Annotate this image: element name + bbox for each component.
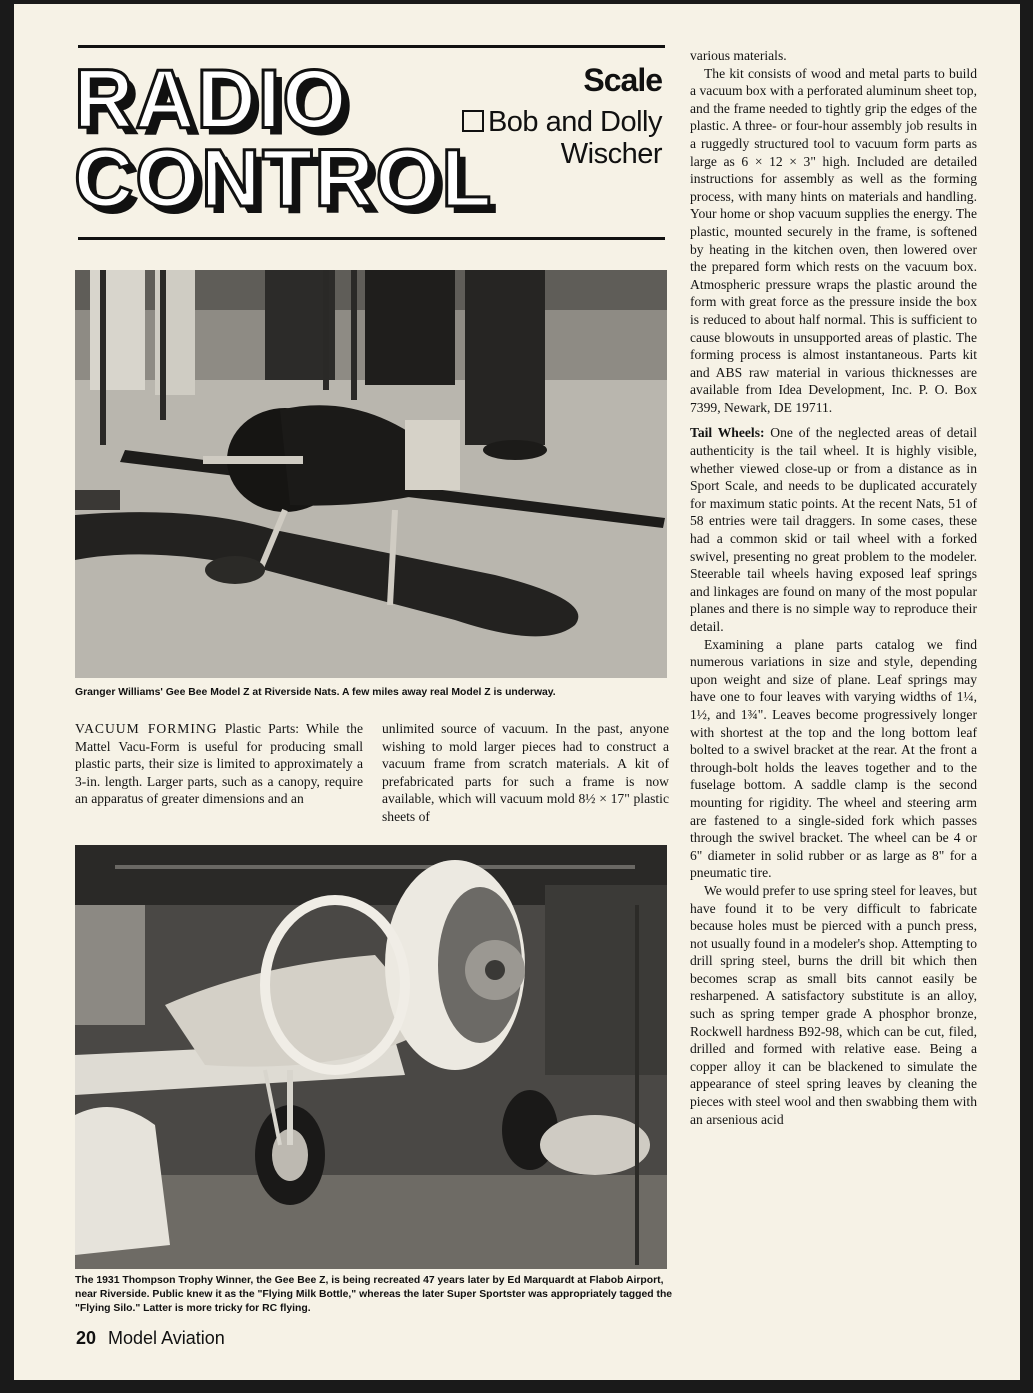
tail-wheels-paragraph-1: [690, 424, 977, 635]
title-radio: RADIO: [74, 52, 349, 146]
photo2-caption: The 1931 Thompson Trophy Winner, the Gee Bee Z, is being recreated 47 years later by Ed Marquardt at Flabob Airport, near Riverside. Public knew it as the "Flying Milk Bottle," whereas the later Super Sportster was appropriately tagged the "Flying Silo." Latter is more tricky for RC flying.: [75, 1275, 673, 1314]
title-control: CONTROL: [74, 133, 494, 224]
header-rule-top: [78, 45, 665, 48]
article-column-3: [690, 47, 977, 1128]
byline: [462, 106, 662, 170]
photo-gee-bee-z-recreation: [75, 845, 667, 1269]
vacuum-heading: VACUUM FORMING: [75, 721, 218, 736]
header-rule-bottom: [78, 237, 665, 240]
photo-gee-bee-model: [75, 270, 667, 678]
page-number: 20: [76, 1328, 97, 1348]
vacuum-paragraph-3: various materials.: [690, 48, 787, 63]
byline-box-glyph: [462, 110, 484, 132]
vacuum-paragraph-4: The kit consists of wood and metal parts to build a vacuum box with a perforated aluminum sheet top, and the frame needed to tightly grip the edges of the plastic. A three- or four-hour assembly job results in a ruggedly structured tool to vacuum form parts as large as 6 × 12 × 3" high. Included are detailed instructions for assembly as well as the forming process, with many hints on materials and handling. Your home or shop vacuum supplies the energy. The plastic, mounted securely in the frame, is softened by heating in the kitchen oven, then lowered over the prepared form which rests on the vacuum box. Atmospheric pressure wraps the plastic around the form with great force as the pressure inside the box is reduced to about half normal. This is sufficient to cause blowouts in unsupported areas of plastic. The forming process is almost instantaneous. Parts kit and ABS raw material in various thicknesses are available from Idea Development, Inc. P. O. Box 7399, Newark, DE 19711.: [690, 65, 977, 415]
vacuum-paragraph-2: unlimited source of vacuum. In the past, anyone wishing to mold larger pieces had to construct a vacuum frame from scratch materials. A kit of prefabricated parts for such a frame is now available, which will vacuum mold 8½ × 17" plastic sheets of: [382, 721, 669, 824]
tail-wheels-heading: Tail Wheels:: [690, 425, 765, 441]
vacuum-paragraph-1: [75, 720, 363, 808]
article-column-1: [75, 720, 363, 808]
article-column-2: [382, 720, 669, 826]
section-kicker: Scale: [583, 62, 662, 98]
magazine-page: [14, 4, 1020, 1380]
tail-wheels-paragraph-2: Examining a plane parts catalog we find numerous variations in size and style, depending upon weight and size of plane. Leaf springs may have one to four leaves with varying widths of 1¼, 1½, and 1¾". Leaves become progressively longer with shortest at the top and the long bottom leaf bolted to a swivel bracket at the rear. At the front a through-bolt holds the leaves together and to the fuselage bottom. A saddle clamp is the second mounting for rigidity. The wheel and steering arm are fastened to a single-sided fork which passes through the swivel bracket. The wheel can be 4 or 6" diameter in solid rubber or as large as 8" for a pneumatic tire.: [690, 636, 977, 881]
byline-line-1: Bob and Dolly: [487, 106, 662, 138]
tail-wheels-paragraph-3: We would prefer to use spring steel for leaves, but have found it to be very difficult to fabricate because holes must be pierced with a punch press, not usually found in a modeler's shop. Attempting to drill spring steel, burns the drill bit which then becomes scrap as small bits cannot easily be resharpened. A satisfactory substitute is an alloy, such as spring temper grade A phosphor bronze, Rockwell hardness B92-98, which can be cut, filed, drilled and formed with relative ease. Being a copper alloy it can be blackened to simulate the appearance of steel spring leaves by cleaning the pieces with steel wool and then swabbing them with an arsenious acid: [690, 882, 977, 1127]
photo1-caption: Granger Williams' Gee Bee Model Z at Riverside Nats. A few miles away real Model Z is underway.: [75, 687, 556, 698]
magazine-name: Model Aviation: [108, 1328, 225, 1348]
vacuum-text-1: Plastic Parts: While the Mattel Vacu-Form is useful for producing small plastic parts, their size is limited to approximately a 3-in. length. Larger parts, such as a canopy, require an apparatus of greater dimensions and an: [75, 721, 363, 807]
page-footer: [76, 1328, 225, 1349]
byline-line-2: Wischer: [560, 138, 662, 170]
tail-wheels-text-1: One of the neglected areas of detail authenticity is the tail wheel. It is highly visible, whether viewed close-up or from a distance as in Sport Scale, and needs to be duplicated accurately for maximum static points. At the recent Nats, 51 of 58 entries were tail draggers. In some cases, these had a common skid or tail wheel with a forked swivel, presenting no great problem to the modeler. Steerable tail wheels having exposed leaf springs and linkages are found on many of the most popular planes and there is no simple way to reproduce their detail.: [690, 425, 978, 634]
